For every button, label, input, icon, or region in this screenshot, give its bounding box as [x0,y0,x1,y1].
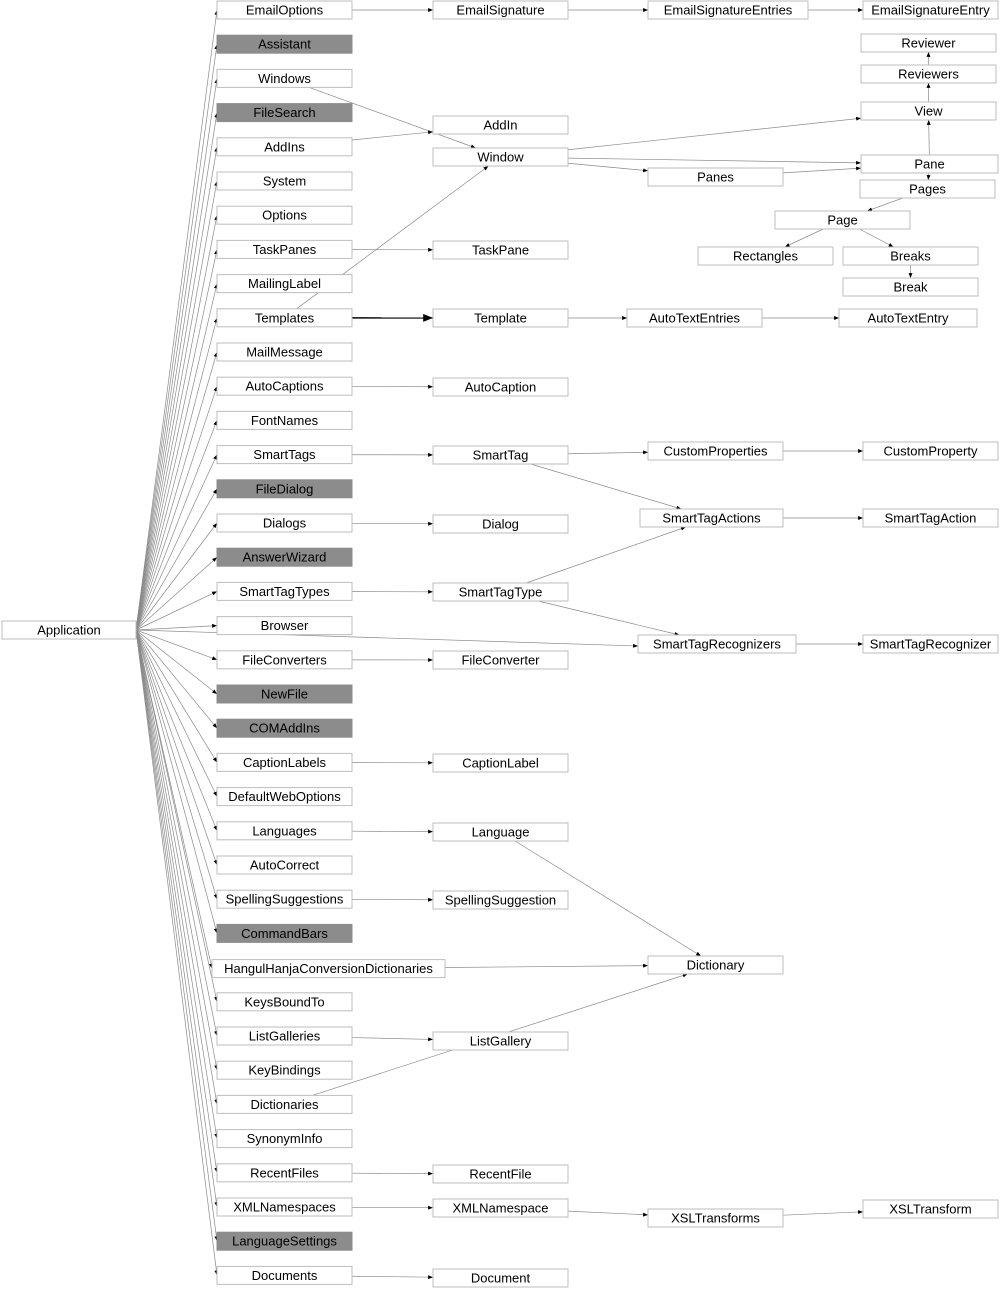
node-label: LanguageSettings [232,1233,337,1249]
node-Window [433,148,568,166]
node-XSLTransform [863,1200,998,1218]
node-Dialog [433,515,568,533]
node-AnswerWizard [217,548,352,566]
node-label: Templates [254,310,315,326]
node-label: Assistant [258,36,311,52]
node-AddIn [433,116,568,134]
node-EmailSignatureEntry [863,1,998,19]
edge-Panes-to-Pane [783,168,861,173]
node-label: SmartTags [253,447,316,463]
node-label: Pane [914,156,945,172]
node-FileDialog [217,480,352,498]
node-label: Language [471,824,530,840]
node-label: CaptionLabel [462,755,539,771]
node-SmartTags [217,446,352,464]
edge-Application-to-AddIns [136,147,217,630]
node-label: Pages [909,181,946,197]
node-label: SmartTagTypes [239,583,330,599]
node-label: SpellingSuggestion [444,892,557,908]
node-RecentFile [433,1165,568,1183]
node-Assistant [217,35,352,53]
node-Pages [860,180,995,198]
node-label: Dictionaries [250,1096,319,1112]
node-ListGalleries [217,1027,352,1045]
node-Pane [861,155,998,173]
node-label: Languages [252,823,317,839]
edge-Application-to-AutoCorrect [136,630,217,865]
node-label: SmartTagActions [662,510,761,526]
node-Language [433,823,568,841]
node-label: NewFile [261,686,308,702]
node-label: AddIns [264,139,305,155]
node-FileConverters [217,651,352,669]
edge-ListGalleries-to-ListGallery [352,1038,433,1040]
node-Break [843,278,978,296]
node-EmailOptions [217,1,352,19]
edge-Application-to-FileSearch [136,113,217,630]
node-SpellingSuggestion [433,891,568,909]
node-label: XSLTransforms [671,1210,760,1226]
node-Dictionaries [217,1095,352,1113]
node-label: Window [477,149,524,165]
edge-Application-to-EmailOptions [136,10,217,630]
node-LanguageSettings [217,1232,352,1250]
node-label: Document [470,1270,531,1286]
edge-Pane-to-Pages [928,173,929,180]
node-Documents [217,1266,352,1284]
node-label: TaskPane [471,242,530,258]
node-SmartTagRecognizer [863,635,998,653]
node-label: System [262,173,307,189]
node-CustomProperty [863,442,998,460]
node-TaskPanes [217,240,352,258]
node-label: SmartTagRecognizer [869,636,992,652]
node-SmartTagType [433,583,568,601]
node-SpellingSuggestions [217,890,352,908]
node-label: Windows [258,70,311,86]
node-NewFile [217,685,352,703]
node-label: RecentFile [469,1166,532,1182]
node-EmailSignature [433,1,568,19]
edge-Application-to-MailMessage [136,352,217,630]
node-XMLNamespace [433,1199,568,1217]
node-SmartTagRecognizers [638,635,796,653]
node-label: FontNames [250,412,319,428]
node-label: EmailSignatureEntries [663,2,793,18]
node-label: KeyBindings [248,1062,321,1078]
node-Windows [217,69,352,87]
edge-Window-to-View [568,118,861,149]
node-label: CustomProperties [663,443,768,459]
node-Rectangles [698,247,833,265]
node-label: ListGallery [469,1033,532,1049]
node-label: SmartTag [472,447,529,463]
edge-Application-to-System [136,181,217,630]
node-label: Break [893,279,928,295]
node-label: XMLNamespaces [233,1199,336,1215]
node-KeysBoundTo [217,993,352,1011]
node-Templates [217,309,352,327]
node-label: Rectangles [732,248,799,264]
node-label: EmailSignatureEntry [871,2,990,18]
node-COMAddIns [217,719,352,737]
node-XMLNamespaces [217,1198,352,1216]
node-label: EmailOptions [245,2,324,18]
node-AutoTextEntries [627,309,762,327]
node-label: Dialog [482,516,519,532]
node-label: SmartTagAction [884,510,977,526]
node-CaptionLabel [433,754,568,772]
node-SmartTag [433,446,568,464]
node-Languages [217,822,352,840]
node-label: KeysBoundTo [244,994,325,1010]
node-Dialogs [217,514,352,532]
edge-Application-to-SmartTagTypes [136,591,217,630]
node-Breaks [843,247,978,265]
node-label: FileConverters [242,652,327,668]
edge-Page-to-Breaks [860,229,894,247]
edge-Application-to-Windows [136,78,217,630]
node-label: MailingLabel [248,276,321,292]
node-KeyBindings [217,1061,352,1079]
node-label: SmartTagType [458,584,543,600]
edge-SmartTag-to-CustomProperties [568,452,648,453]
node-MailMessage [217,343,352,361]
node-TaskPane [433,241,568,259]
edge-Application-to-ListGalleries [136,630,217,1036]
node-label: CommandBars [241,925,328,941]
node-HangulHanjaConversionDictionaries [212,960,445,978]
node-label: FileConverter [461,652,540,668]
node-label: EmailSignature [456,2,545,18]
node-Document [433,1269,568,1287]
node-label: RecentFiles [250,1165,319,1181]
node-label: View [914,103,943,119]
node-View [861,102,996,120]
node-RecentFiles [217,1164,352,1182]
edge-Window-to-Pane [568,158,861,163]
node-label: MailMessage [246,344,323,360]
node-AutoCaption [433,378,568,396]
node-AutoCorrect [217,856,352,874]
node-label: Reviewer [901,35,956,51]
edge-Application-to-Languages [136,630,217,831]
edge-Application-to-KeysBoundTo [136,630,217,1002]
node-AutoCaptions [217,377,352,395]
edge-SmartTagType-to-SmartTagActions [526,527,686,583]
edge-HangulHanjaConversionDictionaries-to-Dictionary [445,966,648,968]
edge-Application-to-FontNames [136,420,217,630]
edge-Application-to-Browser [136,626,217,630]
node-EmailSignatureEntries [648,1,808,19]
node-label: FileDialog [255,481,314,497]
edge-Application-to-SpellingSuggestions [136,630,217,899]
edge-Window-to-Panes [568,163,648,170]
node-label: AddIn [483,117,518,133]
node-DefaultWebOptions [217,788,352,806]
node-label: AutoCorrect [249,857,320,873]
node-label: HangulHanjaConversionDictionaries [224,961,433,977]
node-Reviewers [861,65,996,83]
node-label: TaskPanes [252,241,317,257]
node-label: Options [262,207,307,223]
node-label: SynonymInfo [246,1131,323,1147]
node-CommandBars [217,924,352,942]
edge-Documents-to-Document [352,1276,433,1277]
node-label: AutoTextEntry [867,310,949,326]
node-label: CaptionLabels [242,754,327,770]
node-label: XMLNamespace [452,1200,549,1216]
node-FileSearch [217,104,352,122]
node-label: AutoTextEntries [648,310,741,326]
node-label: Reviewers [898,66,959,82]
edge-XSLTransforms-to-XSLTransform [783,1212,863,1215]
node-System [217,172,352,190]
edge-Application-to-Documents [136,630,217,1275]
node-SmartTagTypes [217,582,352,600]
node-Panes [648,168,783,186]
edge-SmartTag-to-SmartTagActions [531,464,682,509]
node-SynonymInfo [217,1130,352,1148]
node-Template [433,309,568,327]
edge-layer [136,10,929,1277]
node-MailingLabel [217,275,352,293]
node-FontNames [217,411,352,429]
node-label: Documents [251,1267,318,1283]
node-AutoTextEntry [839,309,977,327]
node-CaptionLabels [217,753,352,771]
node-label: Browser [260,618,309,634]
node-label: Template [474,310,527,326]
node-label: Breaks [890,248,931,264]
node-SmartTagAction [863,509,998,527]
edge-Application-to-XMLNamespaces [136,630,217,1207]
edge-Page-to-Rectangles [785,229,824,247]
node-label: AutoCaption [464,379,537,395]
node-ListGallery [433,1032,568,1050]
edge-Application-to-RecentFiles [136,630,217,1173]
node-label: Panes [697,169,734,185]
node-Options [217,206,352,224]
node-Dictionary [648,956,783,974]
node-CustomProperties [648,442,783,460]
node-label: FileSearch [253,105,316,121]
node-label: Page [827,212,858,228]
edge-Application-to-SmartTagRecognizers [136,630,638,646]
node-label: SmartTagRecognizers [653,636,781,652]
node-label: Dictionary [686,957,745,973]
node-label: Application [37,622,101,638]
node-FileConverter [433,651,568,669]
edge-Application-to-CommandBars [136,630,217,933]
node-label: DefaultWebOptions [228,789,341,805]
edge-Application-to-SynonymInfo [136,630,217,1139]
edge-Pages-to-Page [867,198,903,211]
node-Page [775,211,910,229]
node-label: AutoCaptions [245,378,324,394]
edge-AddIns-to-AddIn [352,132,433,140]
edge-Application-to-TaskPanes [136,249,217,630]
node-label: Dialogs [262,515,307,531]
node-label: COMAddIns [249,720,320,736]
node-SmartTagActions [640,509,783,527]
node-Browser [217,617,352,635]
edge-Application-to-Templates [136,318,217,630]
node-label: XSLTransform [889,1201,972,1217]
node-label: ListGalleries [248,1028,321,1044]
node-XSLTransforms [648,1209,783,1227]
node-Application [2,621,136,639]
node-label: AnswerWizard [242,549,327,565]
node-label: CustomProperty [883,443,978,459]
node-label: SpellingSuggestions [225,891,344,907]
edge-Application-to-Dictionaries [136,630,217,1104]
edge-Pane-to-View [929,120,930,155]
edge-XMLNamespace-to-XSLTransforms [568,1211,648,1215]
node-AddIns [217,138,352,156]
edge-SmartTagType-to-SmartTagRecognizers [538,601,680,635]
node-Reviewer [861,34,996,52]
